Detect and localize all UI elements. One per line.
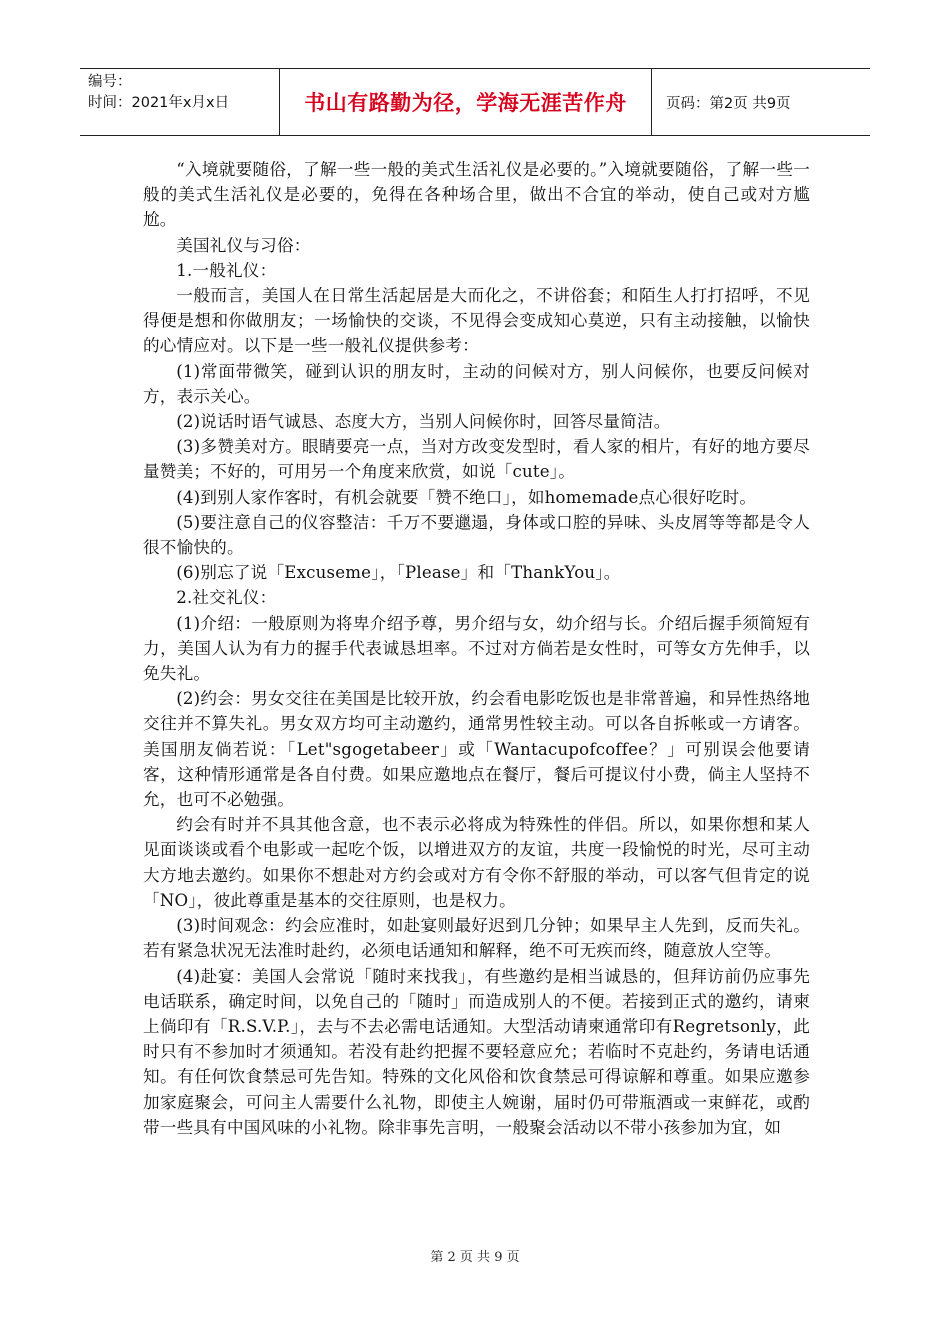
doc-number-label: 编号： xyxy=(88,74,132,90)
list-item: (3)多赞美对方。眼睛要亮一点，当对方改变发型时，看人家的相片，有好的地方要尽量赞美；不好的，可用另一个角度来欣赏，如说「cute」。 xyxy=(143,437,810,482)
header-motto-cell xyxy=(280,69,652,135)
header-page-label: 页码：第2页 共9页 xyxy=(666,95,791,112)
list-item: (1)介绍：一般原则为将卑介绍予尊，男介绍与女，幼介绍与长。介绍后握手须简短有力，美国人认为有力的握手代表诚恳坦率。不过对方倘若是女性时，可等女方先伸手，以免失礼。 xyxy=(143,613,810,684)
section-heading: 1.一般礼仪： xyxy=(176,260,277,280)
header-motto: 书山有路勤为径，学海无涯苦作舟 xyxy=(304,91,627,115)
footer-page-number: 第 2 页 共 9 页 xyxy=(430,1250,520,1265)
list-item: (5)要注意自己的仪容整洁：千万不要邋遢，身体或口腔的异味、头皮屑等等都是令人很不愉快的。 xyxy=(143,512,810,558)
section-heading: 美国礼仪与习俗： xyxy=(176,235,311,255)
list-item: (4)到别人家作客时，有机会就要「赞不绝口」，如homemade点心很好吃时。 xyxy=(176,487,757,507)
list-item: (4)赴宴：美国人会常说「随时来找我」，有些邀约是相当诚恳的，但拜访前仍应事先电话联系，确定时间，以免自己的「随时」而造成别人的不便。若接到正式的邀约，请柬上倘印有「R.S.V.P.」，去与不去必需电话通知。大型活动请柬通常印有Regretsonly，此时只有不参加时才须通知。若没有赴约把握不要轻意应允；若临时不克赴约，务请电话通知。有任何饮食禁忌可先告知。特殊的文化风俗和饮食禁忌可得谅解和尊重。如果应邀参加家庭聚会，可问主人需要什么礼物，即使主人婉谢，届时仍可带瓶酒或一束鲜花，或酌带一些具有中国风味的小礼物。除非事先言明，一般聚会活动以不带小孩参加为宜，如 xyxy=(143,966,810,1137)
date-label: 时间：2021年x月x日 xyxy=(88,95,230,111)
paragraph: 一般而言，美国人在日常生活起居是大而化之，不讲俗套；和陌生人打打招呼，不见得便是想和你做朋友；一场愉快的交谈，不见得会变成知心莫逆，只有主动接触，以愉快的心情应对。以下是一些一般礼仪提供参考： xyxy=(143,286,810,356)
list-item: (2)说话时语气诚恳、态度大方，当别人问候你时，回答尽量简洁。 xyxy=(176,412,671,432)
list-item: (2)约会：男女交往在美国是比较开放，约会看电影吃饭也是非常普遍，和异性热络地交往并不算失礼。男女双方均可主动邀约，通常男性较主动。可以各自拆帐或一方请客。美国朋友倘若说：「Let"sgogetabeer」或「Wantacupofcoffee？」可别误会他要请客，这种情形通常是各自付费。如果应邀地点在餐厅，餐后可提议付小费，倘主人坚持不允，也可不必勉强。 xyxy=(143,689,810,810)
page-footer xyxy=(0,1246,950,1265)
page-header xyxy=(80,68,870,136)
header-page-cell xyxy=(652,69,870,135)
header-meta xyxy=(80,69,280,135)
list-item: (6)别忘了说「Excuseme」，「Please」和「ThankYou」。 xyxy=(176,563,621,583)
paragraph: “入境就要随俗，了解一些一般的美式生活礼仪是必要的。”入境就要随俗，了解一些一般的美式生活礼仪是必要的，免得在各种场合里，做出不合宜的举动，使自己或对方尴尬。 xyxy=(143,160,810,230)
paragraph: 约会有时并不具其他含意，也不表示必将成为特殊性的伴侣。所以，如果你想和某人见面谈谈或看个电影或一起吃个饭，以增进双方的友谊，共度一段愉悦的时光，尽可主动大方地去邀约。如果你不想赴对方约会或对方有令你不舒服的举动，可以客气但肯定的说「NO」，彼此尊重是基本的交往原则，也是权力。 xyxy=(143,815,810,910)
document-body xyxy=(143,157,810,1140)
list-item: (1)常面带微笑，碰到认识的朋友时，主动的问候对方，别人问候你，也要反问候对方，表示关心。 xyxy=(143,361,810,406)
section-heading: 2.社交礼仪： xyxy=(176,588,277,608)
list-item: (3)时间观念：约会应准时，如赴宴则最好迟到几分钟；如果早主人先到，反而失礼。若有紧急状况无法准时赴约，必须电话通知和解释，绝不可无疾而终，随意放人空等。 xyxy=(143,916,810,961)
